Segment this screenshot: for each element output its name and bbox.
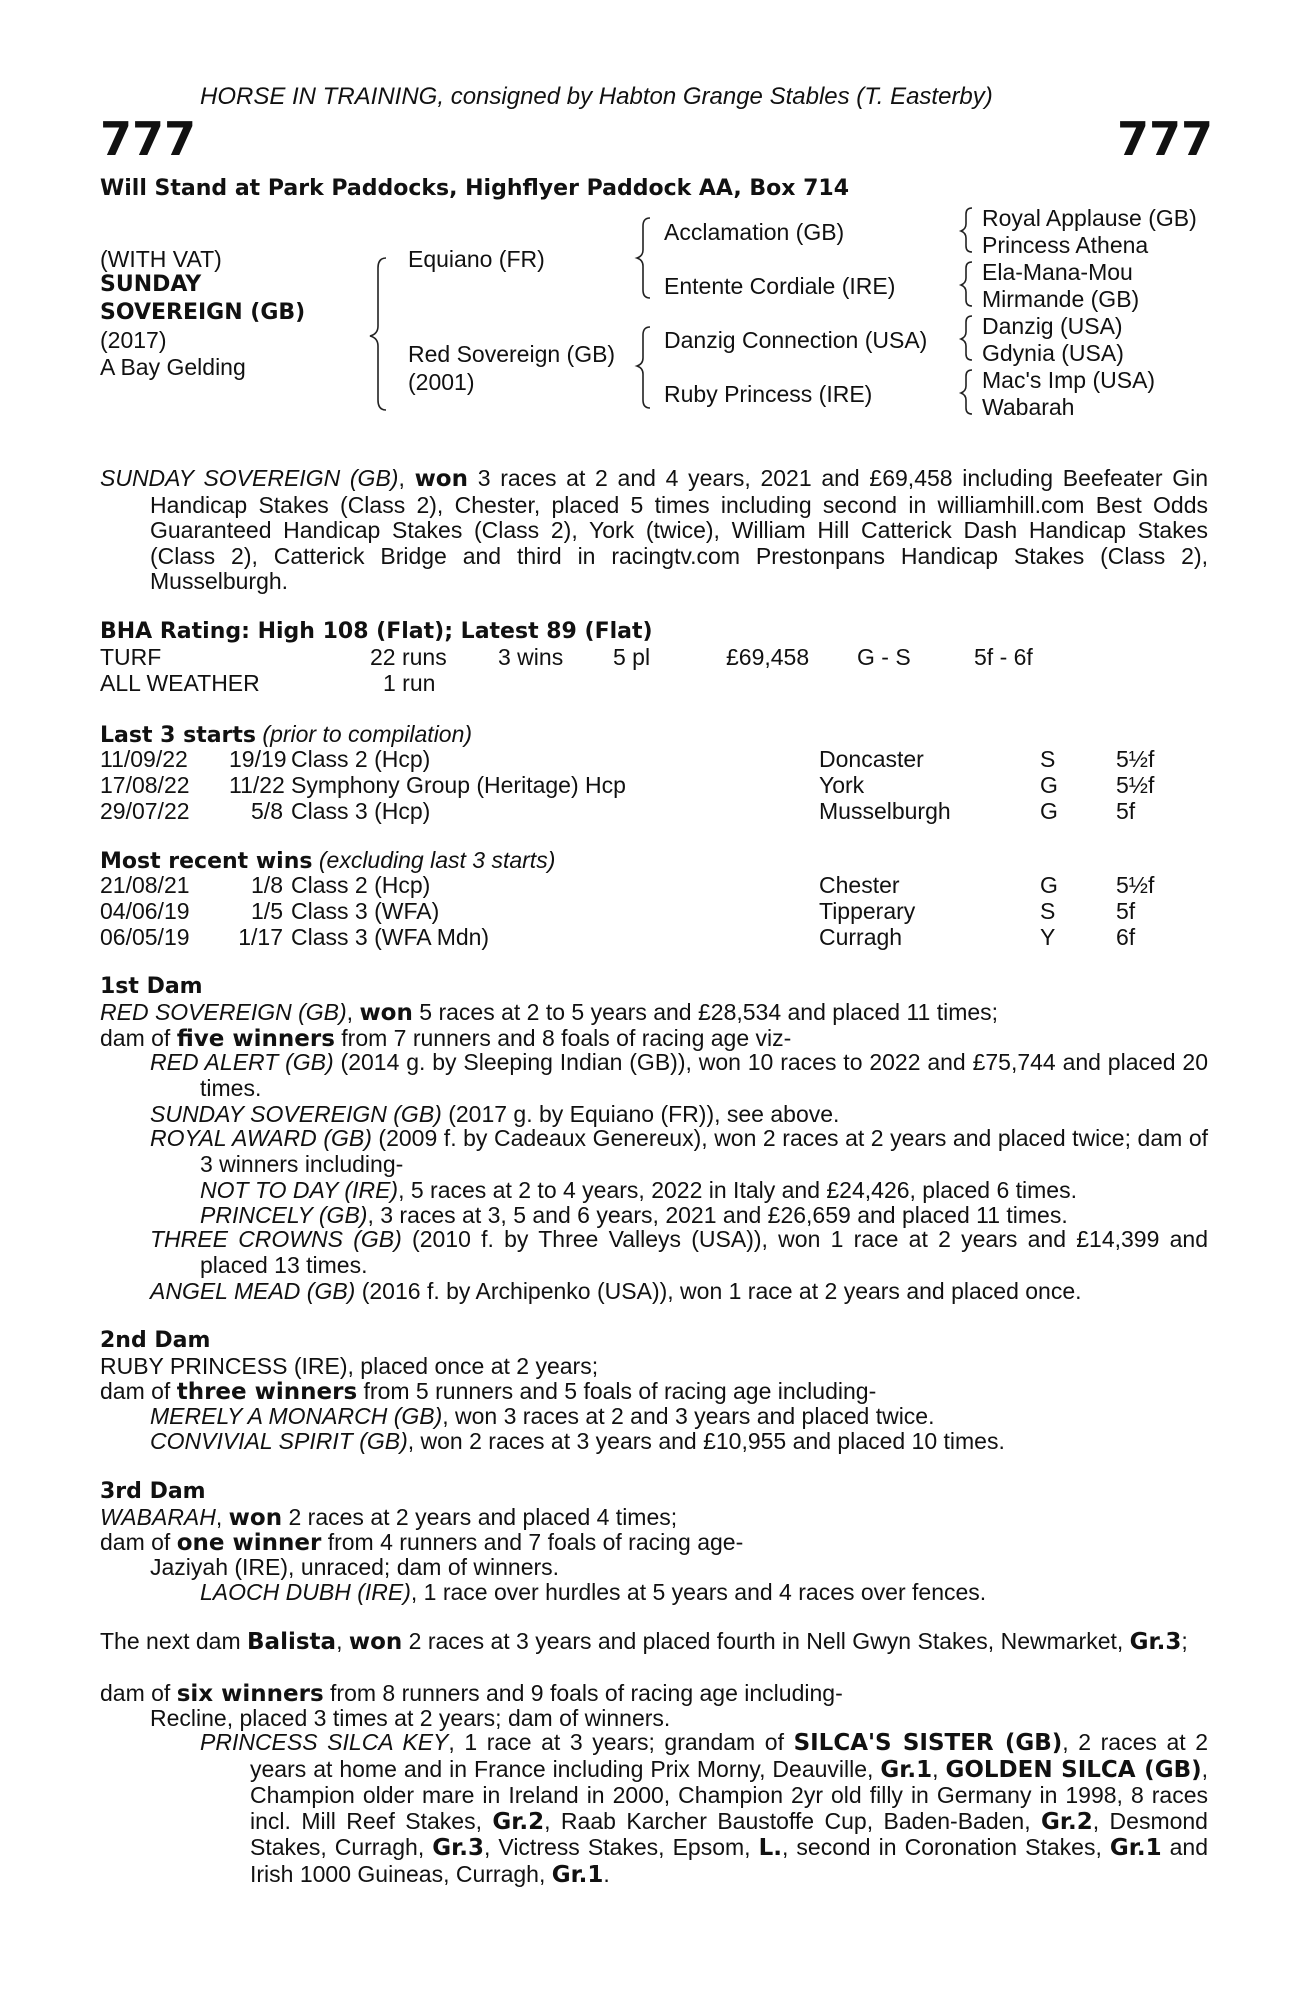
win-going: G — [1040, 872, 1058, 898]
dam1-produce-1 — [150, 1050, 1208, 1101]
dam3-name: WABARAH — [100, 1504, 216, 1530]
dam1-produce-5 — [150, 1278, 1082, 1304]
produce-name: SUNDAY SOVEREIGN (GB) — [150, 1101, 442, 1127]
win-position: 1/17 — [238, 924, 283, 950]
summary-won: won — [414, 466, 468, 492]
win-course: Tipperary — [819, 898, 916, 924]
pedigree-g3-6: Gdynia (USA) — [982, 340, 1124, 366]
pedigree-g3-3: Ela-Mana-Mou — [982, 259, 1133, 285]
win-distance: 6f — [1116, 924, 1136, 950]
form-row — [0, 798, 1314, 824]
dam1-produce-3 — [150, 1126, 1208, 1177]
win-date: 21/08/21 — [100, 872, 190, 898]
dam3-produce-2 — [200, 1579, 986, 1605]
vat-note: (WITH VAT) — [100, 246, 222, 272]
produce-name: THREE CROWNS (GB) — [150, 1226, 402, 1252]
aw-label: ALL WEATHER — [100, 670, 260, 696]
pedigree-g2-1: Acclamation (GB) — [664, 219, 845, 245]
next-dam-winners: six winners — [176, 1681, 324, 1707]
recent-wins-title: Most recent wins — [100, 849, 313, 874]
dam1-heading: 1st Dam — [100, 974, 203, 999]
next-dam-won: won — [348, 1629, 403, 1655]
pedigree-g2-4: Ruby Princess (IRE) — [664, 381, 873, 407]
form-race: Class 3 (Hcp) — [291, 798, 431, 824]
listed-badge: L. — [758, 1835, 782, 1861]
dam3-heading: 3rd Dam — [100, 1479, 206, 1504]
produce-record: , won 3 races at 2 and 3 years and placed twice. — [442, 1403, 935, 1429]
dam1-dam-of: dam of — [100, 1025, 177, 1051]
form-going: G — [1040, 798, 1058, 824]
dam1-name: RED SOVEREIGN (GB) — [100, 999, 347, 1025]
produce-record: (2009 f. by Cadeaux Genereux), won 2 races at 2 years and placed twice; dam of 3 winners including- — [200, 1125, 1209, 1177]
produce-text: . — [603, 1860, 610, 1887]
page-header-title: HORSE IN TRAINING, consigned by Habton Grange Stables (T. Easterby) — [200, 83, 993, 110]
summary-horse-name: SUNDAY SOVEREIGN (GB) — [100, 465, 399, 491]
dam1-record: 5 races at 2 to 5 years and £28,534 and placed 11 times; — [412, 999, 999, 1025]
win-position: 1/5 — [251, 898, 283, 924]
next-dam-produce-1: Recline, placed 3 times at 2 years; dam of winners. — [150, 1705, 671, 1731]
form-row — [0, 772, 1314, 798]
form-course: York — [819, 772, 865, 798]
produce-name: RED ALERT (GB) — [150, 1049, 334, 1075]
pedigree-brace-g3-4 — [961, 370, 972, 414]
dam3-line1: WABARAH, won 2 races at 2 years and placed 4 times; — [100, 1504, 678, 1531]
recent-wins-heading — [100, 847, 555, 875]
produce-record: , 1 race over hurdles at 5 years and 4 races over fences. — [410, 1579, 987, 1605]
produce-record: (2016 f. by Archipenko (USA)), won 1 race at 2 years and placed once. — [355, 1278, 1082, 1304]
last-starts-title: Last 3 starts — [100, 723, 257, 748]
dam3-winners: one winner — [176, 1530, 322, 1556]
win-going: S — [1040, 898, 1056, 924]
pedigree-dam-year: (2001) — [408, 369, 475, 395]
dam3-dam-of: dam of — [100, 1529, 177, 1555]
lot-number-left: 777 — [100, 112, 197, 166]
win-race: Class 3 (WFA) — [291, 898, 440, 924]
turf-distance: 5f - 6f — [974, 644, 1033, 670]
last-starts-heading — [100, 721, 472, 749]
pedigree-g3-8: Wabarah — [982, 394, 1075, 420]
lot-number-right: 777 — [1117, 112, 1214, 166]
horse-name-line2: SOVEREIGN (GB) — [100, 300, 306, 325]
pedigree-g2-2: Entente Cordiale (IRE) — [664, 273, 896, 299]
dam2-produce-2 — [150, 1428, 1005, 1454]
form-date: 17/08/22 — [100, 772, 190, 798]
form-course: Doncaster — [819, 746, 924, 772]
produce-name: LAOCH DUBH (IRE) — [200, 1579, 411, 1605]
pedigree-g2-3: Danzig Connection (USA) — [664, 327, 928, 353]
dam3-runners: from 4 runners and 7 foals of racing age- — [321, 1529, 744, 1555]
produce-record: , 3 races at 3, 5 and 6 years, 2021 and £26,659 and placed 11 times. — [367, 1202, 1068, 1228]
turf-wins: 3 wins — [498, 644, 564, 670]
pedigree-brace-main — [370, 258, 386, 410]
produce-text: , Raab Karcher Baustoffe Cup, Baden-Baden, — [544, 1807, 1042, 1834]
dam2-heading: 2nd Dam — [100, 1328, 211, 1353]
form-position: 19/19 — [229, 746, 287, 772]
produce-record: (2010 f. by Three Valleys (USA)), won 1 race at 2 years and £14,399 and placed 13 times. — [200, 1226, 1209, 1278]
pedigree-g3-1: Royal Applause (GB) — [982, 205, 1197, 231]
form-going: G — [1040, 772, 1058, 798]
summary-text: 3 races at 2 and 4 years, 2021 and £69,458 including Beefeater Gin Handicap Stakes (Class 2), Chester, placed 5 times including second in williamhill.com Best Odds Guaranteed Handicap Stakes (Class 2), York (twice), William Hill Catterick Dash Handicap Stakes (Class 2), Catterick Bridge and third in racingtv.com Prestonpans Handicap Stakes (Class 2), Musselburgh. — [150, 465, 1209, 594]
next-dam-line2 — [100, 1680, 843, 1707]
dam3-line2 — [100, 1529, 743, 1556]
form-going: S — [1040, 746, 1056, 772]
dam1-produce-2 — [150, 1101, 839, 1127]
produce-name: PRINCESS SILCA KEY — [200, 1729, 449, 1755]
grade-badge: Gr.3 — [432, 1835, 484, 1861]
form-row — [0, 746, 1314, 772]
produce-text: and Irish 1000 Guineas, Curragh, — [250, 1834, 1209, 1887]
turf-going: G - S — [857, 644, 911, 670]
pedigree-g3-7: Mac's Imp (USA) — [982, 367, 1156, 393]
pedigree-dam: Red Sovereign (GB) — [408, 341, 616, 367]
produce-name: ANGEL MEAD (GB) — [150, 1278, 356, 1304]
descendant-name: GOLDEN SILCA (GB) — [945, 1756, 1202, 1783]
win-race: Class 3 (WFA Mdn) — [291, 924, 490, 950]
grade-badge: Gr.3 — [1129, 1629, 1182, 1655]
dam3-produce-1: Jaziyah (IRE), unraced; dam of winners. — [150, 1554, 560, 1580]
produce-name: ROYAL AWARD (GB) — [150, 1125, 372, 1151]
next-dam-dam-of: dam of — [100, 1680, 177, 1706]
produce-record: , won 2 races at 3 years and £10,955 and placed 10 times. — [407, 1428, 1005, 1454]
win-row — [0, 872, 1314, 898]
produce-text: , Desmond Stakes, Curragh, — [250, 1807, 1208, 1860]
stand-location: Will Stand at Park Paddocks, Highflyer Paddock AA, Box 714 — [100, 176, 850, 201]
form-distance: 5f — [1116, 798, 1136, 824]
grade-badge: Gr.1 — [551, 1861, 604, 1888]
dam1-produce-4 — [150, 1227, 1208, 1278]
pedigree-brace-g3-1 — [961, 208, 972, 252]
dam1-won: won — [359, 1000, 413, 1026]
produce-name: MERELY A MONARCH (GB) — [150, 1403, 443, 1429]
produce-record: , 5 races at 2 to 4 years, 2022 in Italy and £24,426, placed 6 times. — [398, 1177, 1077, 1203]
pedigree-brace-dam — [637, 327, 650, 408]
next-dam-sep: , — [336, 1628, 349, 1654]
produce-text: , Victress Stakes, Epsom, — [483, 1834, 759, 1860]
recent-wins-note: (excluding last 3 starts) — [318, 847, 556, 873]
form-race: Class 2 (Hcp) — [291, 746, 431, 772]
turf-runs: 22 runs — [370, 644, 447, 670]
turf-record — [0, 644, 1314, 670]
win-position: 1/8 — [251, 872, 283, 898]
dam2-winners: three winners — [176, 1379, 358, 1405]
horse-year: (2017) — [100, 327, 167, 353]
dam1-produce-3b — [200, 1202, 1068, 1228]
grade-badge: Gr.2 — [492, 1808, 545, 1835]
horse-description: A Bay Gelding — [100, 354, 246, 380]
dam2-line2 — [100, 1378, 876, 1405]
form-race: Symphony Group (Heritage) Hcp — [291, 772, 626, 798]
form-date: 29/07/22 — [100, 798, 190, 824]
descendant-name: SILCA'S SISTER (GB) — [793, 1730, 1063, 1756]
dam2-runners: from 5 runners and 5 foals of racing age including- — [357, 1378, 877, 1404]
form-position: 5/8 — [251, 798, 283, 824]
next-dam-intro: The next dam — [100, 1628, 248, 1654]
dam1-runners: from 7 runners and 8 foals of racing age viz- — [334, 1025, 792, 1051]
win-course: Curragh — [819, 924, 903, 950]
produce-text: , — [932, 1755, 946, 1782]
produce-record: (2017 g. by Equiano (FR)), see above. — [441, 1101, 840, 1127]
next-dam-name: Balista — [247, 1629, 337, 1655]
turf-prize-money: £69,458 — [726, 644, 810, 670]
dam2-dam-of: dam of — [100, 1378, 177, 1404]
next-dam-summary — [100, 1629, 1208, 1656]
next-dam-record: 2 races at 3 years and placed fourth in Nell Gwyn Stakes, Newmarket, — [402, 1628, 1130, 1654]
pedigree-g3-4: Mirmande (GB) — [982, 286, 1140, 312]
bha-rating-heading: BHA Rating: High 108 (Flat); Latest 89 (Flat) — [100, 619, 653, 644]
win-row — [0, 924, 1314, 950]
next-dam-runners: from 8 runners and 9 foals of racing age including- — [323, 1680, 843, 1706]
grade-badge: Gr.2 — [1041, 1808, 1093, 1835]
win-distance: 5½f — [1116, 872, 1155, 898]
turf-label: TURF — [100, 644, 162, 670]
pedigree-brace-g3-3 — [961, 316, 972, 360]
produce-text: , 1 race at 3 years; grandam of — [448, 1729, 794, 1755]
next-dam-end: ; — [1181, 1628, 1188, 1654]
win-going: Y — [1040, 924, 1056, 950]
dam1-line2 — [100, 1025, 791, 1052]
form-course: Musselburgh — [819, 798, 951, 824]
win-race: Class 2 (Hcp) — [291, 872, 431, 898]
form-distance: 5½f — [1116, 746, 1155, 772]
form-distance: 5½f — [1116, 772, 1155, 798]
win-row — [0, 898, 1314, 924]
form-date: 11/09/22 — [100, 746, 188, 772]
win-distance: 5f — [1116, 898, 1136, 924]
produce-text: , second in Coronation Stakes, — [782, 1834, 1110, 1860]
pedigree-g3-2: Princess Athena — [982, 232, 1149, 258]
produce-name: PRINCELY (GB) — [200, 1202, 368, 1228]
dam1-winners: five winners — [176, 1026, 335, 1052]
dam3-won: won — [228, 1505, 283, 1531]
pedigree-brace-sire — [637, 218, 650, 298]
race-summary: SUNDAY SOVEREIGN (GB), won 3 races at 2 and 4 years, 2021 and £69,458 including Beefeater Gin Handicap Stakes (Class 2), Chester, placed 5 times including second in williamhill.com Best Odds Guaranteed Handicap Stakes (Class 2), York (twice), William Hill Catterick Dash Handicap Stakes (Class 2), Catterick Bridge and third in racingtv.com Prestonpans Handicap Stakes (Class 2), Musselburgh. — [100, 465, 1209, 594]
grade-badge: Gr.1 — [880, 1756, 933, 1783]
pedigree-g3-5: Danzig (USA) — [982, 313, 1123, 339]
produce-text: , Champion older mare in Ireland in 2000, Champion 2yr old filly in Germany in 1998, 8 races incl. Mill Reef Stakes, — [250, 1755, 1209, 1834]
win-course: Chester — [819, 872, 900, 898]
grade-badge: Gr.1 — [1109, 1835, 1162, 1861]
next-dam-produce-2 — [200, 1730, 1208, 1888]
last-starts-note: (prior to compilation) — [262, 721, 473, 747]
dam1-produce-3a — [200, 1177, 1077, 1203]
all-weather-record — [0, 670, 1314, 696]
produce-name: NOT TO DAY (IRE) — [200, 1177, 399, 1203]
dam2-line1: RUBY PRINCESS (IRE), placed once at 2 years; — [100, 1353, 599, 1379]
win-date: 06/05/19 — [100, 924, 190, 950]
produce-text: , 2 races at 2 years at home and in France including Prix Morny, Deauville, — [250, 1729, 1208, 1782]
pedigree-brace-g3-2 — [961, 262, 972, 306]
horse-name-line1: SUNDAY — [100, 272, 202, 297]
produce-record: (2014 g. by Sleeping Indian (GB)), won 10 races to 2022 and £75,744 and placed 20 times. — [200, 1049, 1208, 1101]
aw-runs: 1 run — [383, 670, 436, 696]
dam1-line1: RED SOVEREIGN (GB), won 5 races at 2 to 5 years and £28,534 and placed 11 times; — [100, 999, 999, 1026]
win-date: 04/06/19 — [100, 898, 190, 924]
form-position: 11/22 — [229, 772, 285, 798]
pedigree-sire: Equiano (FR) — [408, 246, 545, 272]
dam2-produce-1 — [150, 1403, 934, 1429]
produce-name: CONVIVIAL SPIRIT (GB) — [150, 1428, 408, 1454]
turf-placed: 5 pl — [613, 644, 651, 670]
dam3-record: 2 races at 2 years and placed 4 times; — [282, 1504, 678, 1530]
